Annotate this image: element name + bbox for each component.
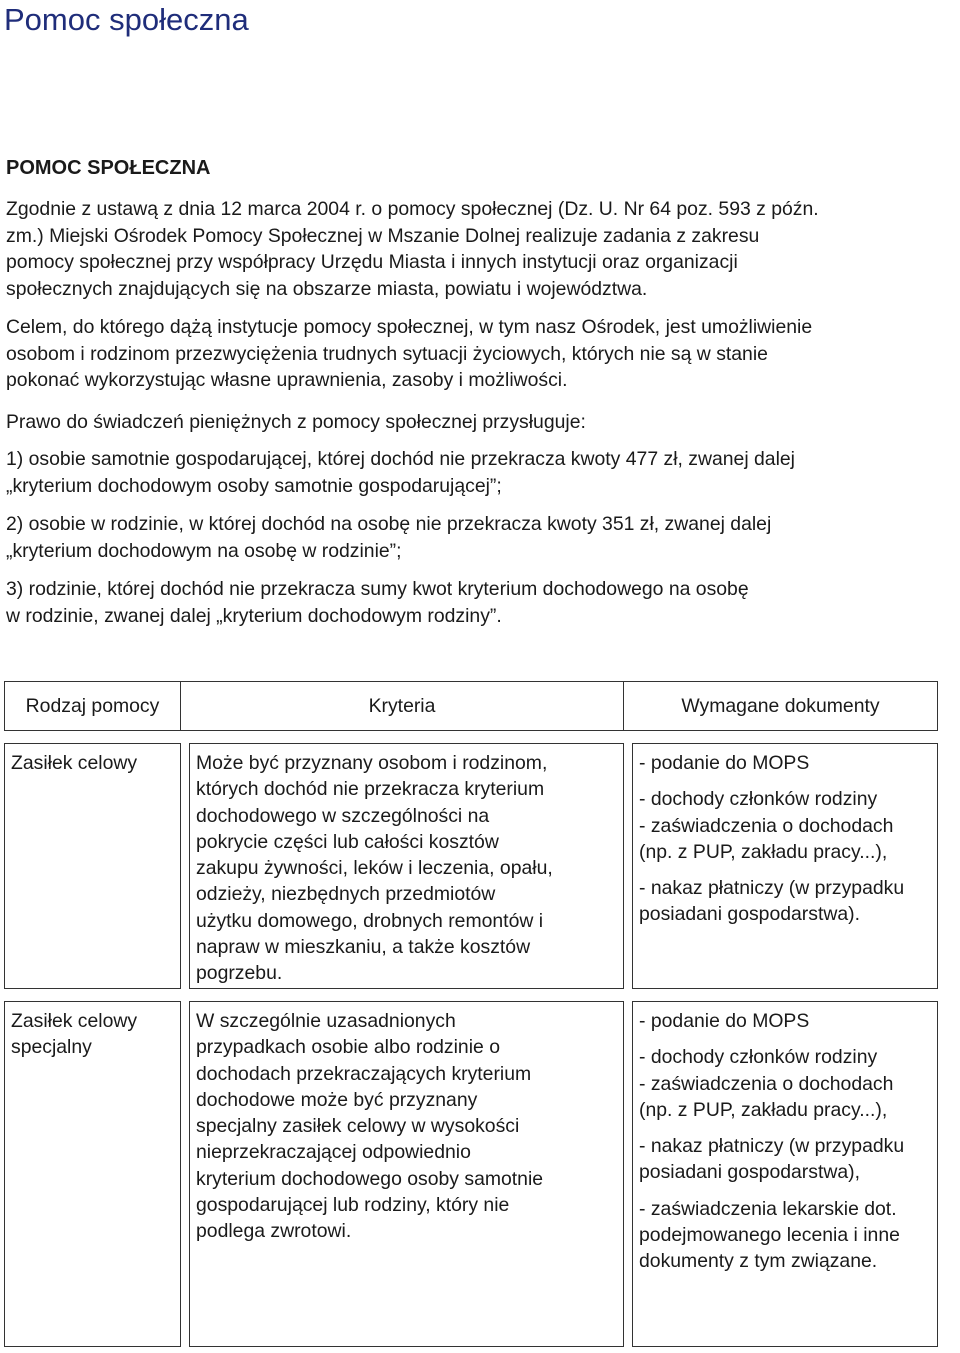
row-criteria-cell: [189, 743, 624, 989]
criteria-line: pogrzebu.: [196, 962, 283, 985]
doc-item: - dochody członków rodziny: [639, 788, 878, 811]
section-heading: POMOC SPOŁECZNA: [6, 157, 211, 179]
goal-paragraph: [6, 314, 956, 394]
criteria-line: dochodowe może być przyznany: [196, 1088, 478, 1111]
entitlement-line: „kryterium dochodowym na osobę w rodzinie”;: [6, 539, 402, 562]
criteria-line: użytku domowego, drobnych remontów i: [196, 909, 544, 932]
criteria-line: pokrycie części lub całości kosztów: [196, 830, 499, 853]
aid-type: Zasiłek celowy specjalny: [11, 1010, 138, 1059]
entitlement-line: 3) rodzinie, której dochód nie przekracza sumy kwot kryterium dochodowego na osobę: [6, 578, 749, 600]
intro-line: społecznych znajdujących się na obszarze miasta, powiatu i województwa.: [6, 277, 648, 300]
doc-item: - dochody członków rodziny: [639, 1046, 878, 1069]
entitlement-item-2: [6, 511, 956, 564]
doc-item: - zaświadczenia o dochodach (np. z PUP, zakładu pracy...),: [639, 814, 894, 863]
doc-item: - zaświadczenia o dochodach (np. z PUP, zakładu pracy...),: [639, 1072, 894, 1121]
criteria-line: kryterium dochodowego osoby samotnie: [196, 1167, 544, 1190]
entitlement-intro: Prawo do świadczeń pieniężnych z pomocy społecznej przysługuje:: [6, 411, 586, 433]
goal-line: pokonać wykorzystując własne uprawnienia, zasoby i możliwości.: [6, 369, 568, 391]
criteria-line: odzieży, niezbędnych przedmiotów: [196, 883, 496, 906]
table-header-row: [4, 681, 938, 731]
row-type-cell: [4, 743, 181, 989]
intro-paragraph: [6, 196, 956, 302]
criteria-line: przypadkach osobie albo rodzinie o: [196, 1036, 500, 1059]
table-row: [4, 1001, 938, 1347]
entitlement-line: 2) osobie w rodzinie, w której dochód na osobę nie przekracza kwoty 351 zł, zwanej dalej: [6, 513, 772, 535]
doc-item: - podanie do MOPS: [639, 1010, 810, 1032]
goal-line: osobom i rodzinom przezwyciężenia trudnych sytuacji życiowych, których nie są w stanie: [6, 342, 768, 365]
aid-type: Zasiłek celowy: [11, 752, 138, 774]
table-row: [4, 743, 938, 989]
criteria-line: napraw w mieszkaniu, a także kosztów: [196, 936, 531, 959]
intro-line: zm.) Miejski Ośrodek Pomocy Społecznej w Mszanie Dolnej realizuje zadania z zakresu: [6, 224, 760, 247]
row-docs-cell: [632, 743, 938, 989]
doc-item: - nakaz płatniczy (w przypadku posiadani gospodarstwa),: [639, 1135, 905, 1184]
intro-line: pomocy społecznej przy współpracy Urzędu Miasta i innych instytucji oraz organizacji: [6, 251, 738, 273]
criteria-line: dochodowego w szczególności na: [196, 804, 490, 827]
doc-item: - nakaz płatniczy (w przypadku posiadani gospodarstwa).: [639, 877, 905, 926]
criteria-line: specjalny zasiłek celowy w wysokości: [196, 1115, 520, 1138]
criteria-line: których dochód nie przekracza kryterium: [196, 778, 545, 801]
header-dokumenty: Wymagane dokumenty: [624, 681, 938, 731]
entitlement-line: 1) osobie samotnie gospodarującej, której dochód nie przekracza kwoty 477 zł, zwanej dalej: [6, 448, 795, 470]
doc-item: - zaświadczenia lekarskie dot. podejmowanego lecenia i inne dokumenty z tym związane.: [639, 1197, 900, 1273]
doc-item: - podanie do MOPS: [639, 752, 810, 774]
entitlement-line: w rodzinie, zwanej dalej „kryterium dochodowym rodziny”.: [6, 604, 502, 627]
criteria-line: gospodarującej lub rodziny, który nie: [196, 1194, 510, 1217]
row-docs-cell: [632, 1001, 938, 1347]
header-rodzaj-pomocy: Rodzaj pomocy: [4, 681, 181, 731]
entitlement-item-1: [6, 446, 956, 499]
entitlement-line: „kryterium dochodowym osoby samotnie gospodarującej”;: [6, 474, 502, 497]
goal-line: Celem, do którego dążą instytucje pomocy społecznej, w tym nasz Ośrodek, jest umożliwienie: [6, 316, 813, 338]
criteria-line: W szczególnie uzasadnionych: [196, 1010, 456, 1032]
row-type-cell: [4, 1001, 181, 1347]
assistance-table: [4, 681, 938, 1347]
header-kryteria: Kryteria: [181, 681, 624, 731]
entitlement-item-3: [6, 576, 956, 629]
intro-line: Zgodnie z ustawą z dnia 12 marca 2004 r. o pomocy społecznej (Dz. U. Nr 64 poz. 593 z późn.: [6, 198, 819, 220]
criteria-line: podlega zwrotowi.: [196, 1220, 352, 1243]
page-title: Pomoc społeczna: [4, 2, 249, 37]
criteria-line: Może być przyznany osobom i rodzinom,: [196, 752, 548, 774]
criteria-line: dochodach przekraczających kryterium: [196, 1062, 532, 1085]
criteria-line: zakupu żywności, leków i leczenia, opału,: [196, 857, 553, 880]
criteria-line: nieprzekraczającej odpowiednio: [196, 1141, 471, 1164]
row-criteria-cell: [189, 1001, 624, 1347]
